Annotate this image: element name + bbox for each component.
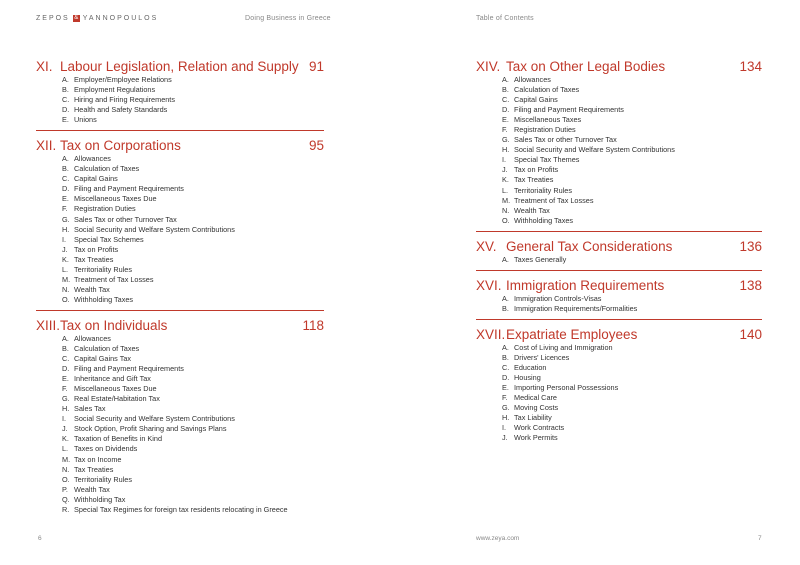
toc-subsection-letter: D. xyxy=(62,105,70,115)
toc-subsection-text: Employer/Employee Relations xyxy=(74,75,172,84)
toc-subsection-item[interactable] xyxy=(62,444,324,454)
toc-subsection-letter: K. xyxy=(62,434,69,444)
toc-section-number: XIII. xyxy=(36,317,61,333)
toc-subsection-letter: R. xyxy=(62,504,70,514)
toc-subsection-letter: F. xyxy=(502,393,508,403)
brand-left-name: ZEPOS xyxy=(36,15,70,22)
toc-subsection-text: Tax Treaties xyxy=(74,464,114,474)
toc-subsection-item[interactable] xyxy=(502,353,762,363)
toc-subsection-item[interactable] xyxy=(62,505,324,515)
toc-subsection-item[interactable] xyxy=(62,394,324,404)
toc-subsection-text: Sales Tax or other Turnover Tax xyxy=(74,214,177,224)
toc-subsection-text: Territoriality Rules xyxy=(514,185,572,195)
toc-subsection-item[interactable] xyxy=(62,364,324,374)
toc-subsection-list xyxy=(36,75,324,125)
toc-subsection-item[interactable] xyxy=(502,115,762,125)
toc-subsection-letter: J. xyxy=(502,165,508,175)
toc-subsection-list xyxy=(476,343,762,443)
toc-subsection-item[interactable] xyxy=(62,495,324,505)
toc-subsection-item[interactable] xyxy=(502,95,762,105)
toc-subsection-letter: E. xyxy=(62,115,69,125)
toc-subsection-text: Treatment of Tax Losses xyxy=(514,195,594,205)
toc-subsection-letter: D. xyxy=(62,364,70,374)
toc-subsection-item[interactable] xyxy=(502,413,762,423)
section-divider xyxy=(36,310,324,311)
toc-subsection-letter: P. xyxy=(62,484,68,494)
toc-subsection-item[interactable] xyxy=(62,354,324,364)
brand-right-name: YANNOPOULOS xyxy=(82,15,159,22)
toc-subsection-item[interactable] xyxy=(502,186,762,196)
toc-subsection-item[interactable] xyxy=(502,206,762,216)
toc-subsection-letter: H. xyxy=(62,404,70,414)
toc-subsection-item[interactable] xyxy=(502,294,762,304)
toc-section-number: XV. xyxy=(476,238,497,254)
toc-section-page-number: 118 xyxy=(302,317,324,333)
toc-subsection-letter: B. xyxy=(502,85,509,95)
toc-section-number: XVII. xyxy=(476,326,506,342)
toc-subsection-letter: C. xyxy=(62,354,70,364)
toc-subsection-letter: D. xyxy=(502,105,510,115)
toc-subsection-text: Real Estate/Habitation Tax xyxy=(74,394,160,404)
toc-subsection-item[interactable] xyxy=(62,455,324,465)
toc-subsection-text: Allowances xyxy=(514,75,551,84)
toc-subsection-item[interactable] xyxy=(502,433,762,443)
toc-section-title: Tax on Other Legal Bodies xyxy=(506,59,666,74)
toc-subsection-item[interactable] xyxy=(62,434,324,444)
toc-subsection-item[interactable] xyxy=(502,423,762,433)
toc-subsection-text: Immigration Requirements/Formalities xyxy=(514,303,638,313)
toc-subsection-text: Immigration Controls-Visas xyxy=(514,293,602,303)
toc-subsection-letter: C. xyxy=(502,95,510,105)
toc-subsection-item[interactable] xyxy=(62,164,324,174)
toc-subsection-text: Wealth Tax xyxy=(74,284,110,294)
toc-subsection-item[interactable] xyxy=(62,174,324,184)
toc-subsection-letter: A. xyxy=(502,342,509,352)
toc-subsection-item[interactable] xyxy=(62,475,324,485)
brand-mark: & xyxy=(74,15,79,21)
toc-subsection-letter: N. xyxy=(62,464,70,474)
toc-subsection-letter: D. xyxy=(62,184,70,194)
toc-subsection-item[interactable] xyxy=(62,374,324,384)
toc-subsection-letter: H. xyxy=(502,413,510,423)
toc-subsection-text: Medical Care xyxy=(514,393,557,403)
toc-subsection-item[interactable] xyxy=(62,424,324,434)
toc-subsection-list xyxy=(36,154,324,305)
toc-subsection-item[interactable] xyxy=(62,215,324,225)
toc-subsection-letter: I. xyxy=(62,414,67,424)
toc-subsection-item[interactable] xyxy=(62,334,324,344)
toc-subsection-letter: B. xyxy=(502,352,509,362)
toc-subsection-text: Registration Duties xyxy=(74,204,136,214)
toc-subsection-letter: F. xyxy=(62,384,68,394)
toc-subsection-text: Calculation of Taxes xyxy=(74,343,140,353)
toc-subsection-text: Tax Treaties xyxy=(74,254,114,264)
toc-subsection-text: Wealth Tax xyxy=(74,484,110,494)
toc-subsection-letter: N. xyxy=(62,284,70,294)
toc-subsection-list xyxy=(476,255,762,265)
toc-section-heading[interactable] xyxy=(476,326,762,343)
toc-subsection-item[interactable] xyxy=(62,245,324,255)
toc-subsection-letter: G. xyxy=(502,135,510,145)
toc-subsection-letter: B. xyxy=(502,303,509,313)
toc-subsection-item[interactable] xyxy=(62,384,324,394)
toc-subsection-item[interactable] xyxy=(502,165,762,175)
footer-url[interactable]: www.zeya.com xyxy=(476,535,520,542)
toc-subsection-text: Sales Tax or other Turnover Tax xyxy=(514,135,617,145)
toc-subsection-text: Social Security and Welfare System Contributions xyxy=(514,145,675,155)
toc-subsection-letter: L. xyxy=(502,185,509,195)
toc-subsection-letter: I. xyxy=(502,423,507,433)
toc-subsection-text: Capital Gains xyxy=(514,95,558,105)
toc-subsection-text: Filing and Payment Requirements xyxy=(74,364,184,374)
toc-subsection-letter: G. xyxy=(62,394,70,404)
toc-section-number: XI. xyxy=(36,59,53,74)
toc-subsection-text: Special Tax Regimes for foreign tax residents relocating in Greece xyxy=(74,504,288,514)
toc-subsection-item[interactable] xyxy=(502,85,762,95)
toc-section xyxy=(476,277,762,320)
toc-subsection-text: Withholding Taxes xyxy=(74,294,134,304)
toc-section-heading[interactable] xyxy=(36,317,324,334)
toc-section-page-number: 95 xyxy=(308,138,324,154)
toc-subsection-text: Education xyxy=(514,362,547,372)
toc-subsection-text: Importing Personal Possessions xyxy=(514,383,619,393)
toc-subsection-text: Tax Liability xyxy=(514,413,552,423)
toc-subsection-item[interactable] xyxy=(502,403,762,413)
toc-subsection-letter: A. xyxy=(502,75,509,84)
section-divider xyxy=(476,231,762,232)
toc-subsection-letter: C. xyxy=(62,95,70,105)
toc-section xyxy=(476,326,762,443)
toc-subsection-item[interactable] xyxy=(502,304,762,314)
toc-subsection-text: Tax on Profits xyxy=(514,165,559,175)
toc-section-page-number: 138 xyxy=(739,277,762,293)
toc-section-page-number: 136 xyxy=(739,238,762,254)
toc-subsection-text: Taxes Generally xyxy=(514,254,567,264)
toc-subsection-letter: D. xyxy=(502,372,510,382)
toc-subsection-text: Registration Duties xyxy=(514,125,576,135)
toc-subsection-text: Calculation of Taxes xyxy=(74,164,140,174)
toc-subsection-text: Hiring and Firing Requirements xyxy=(74,95,175,105)
toc-section-title: Tax on Individuals xyxy=(60,317,168,333)
toc-subsection-letter: E. xyxy=(62,194,69,204)
toc-subsection-text: Withholding Taxes xyxy=(514,215,574,225)
toc-section-title: Expatriate Employees xyxy=(506,326,638,342)
toc-section-title: General Tax Considerations xyxy=(506,238,673,254)
toc-subsection-text: Cost of Living and Immigration xyxy=(514,342,613,352)
toc-subsection-item[interactable] xyxy=(62,255,324,265)
toc-section-heading[interactable] xyxy=(476,58,762,75)
toc-section xyxy=(36,58,324,131)
toc-subsection-item[interactable] xyxy=(62,204,324,214)
toc-section-heading[interactable] xyxy=(476,238,762,255)
toc-subsection-text: Health and Safety Standards xyxy=(74,105,168,115)
toc-left-column xyxy=(36,58,324,521)
toc-subsection-item[interactable] xyxy=(62,95,324,105)
toc-subsection-letter: H. xyxy=(502,145,510,155)
toc-subsection-letter: K. xyxy=(62,254,69,264)
toc-subsection-letter: C. xyxy=(62,174,70,184)
toc-subsection-text: Moving Costs xyxy=(514,403,559,413)
toc-subsection-text: Capital Gains xyxy=(74,174,118,184)
toc-subsection-item[interactable] xyxy=(62,235,324,245)
toc-subsection-item[interactable] xyxy=(62,404,324,414)
toc-subsection-text: Withholding Tax xyxy=(74,494,126,504)
toc-subsection-text: Miscellaneous Taxes Due xyxy=(74,384,157,394)
toc-section-number: XII. xyxy=(36,138,57,154)
toc-subsection-letter: O. xyxy=(62,294,70,304)
toc-subsection-item[interactable] xyxy=(62,184,324,194)
header-right-title: Table of Contents xyxy=(476,15,534,22)
toc-subsection-text: Work Contracts xyxy=(514,423,565,433)
toc-subsection-letter: B. xyxy=(62,164,69,174)
toc-subsection-letter: O. xyxy=(502,215,510,225)
toc-subsection-item[interactable] xyxy=(62,225,324,235)
toc-subsection-text: Wealth Tax xyxy=(514,205,550,215)
toc-section xyxy=(36,317,324,515)
toc-section-number: XIV. xyxy=(476,59,501,74)
toc-subsection-text: Filing and Payment Requirements xyxy=(514,105,624,115)
toc-subsection-text: Filing and Payment Requirements xyxy=(74,184,184,194)
toc-right-column xyxy=(476,58,762,449)
toc-subsection-letter: E. xyxy=(502,115,509,125)
toc-subsection-text: Taxation of Benefits in Kind xyxy=(74,434,163,444)
toc-subsection-item[interactable] xyxy=(62,194,324,204)
toc-subsection-item[interactable] xyxy=(502,145,762,155)
toc-section-heading[interactable] xyxy=(476,277,762,294)
toc-subsection-letter: I. xyxy=(62,234,67,244)
toc-subsection-item[interactable] xyxy=(502,363,762,373)
toc-section-page-number: 91 xyxy=(308,59,324,74)
toc-subsection-item[interactable] xyxy=(62,275,324,285)
toc-subsection-letter: O. xyxy=(62,474,70,484)
toc-subsection-letter: A. xyxy=(62,75,69,84)
toc-section xyxy=(476,58,762,232)
toc-subsection-text: Work Permits xyxy=(514,433,558,443)
toc-subsection-text: Tax on Income xyxy=(74,454,122,464)
toc-subsection-letter: B. xyxy=(62,85,69,95)
toc-subsection-letter: Q. xyxy=(62,494,70,504)
toc-subsection-letter: A. xyxy=(502,293,509,303)
toc-subsection-item[interactable] xyxy=(502,383,762,393)
toc-subsection-letter: E. xyxy=(502,383,509,393)
toc-section-title: Tax on Corporations xyxy=(60,138,181,154)
toc-subsection-list xyxy=(36,334,324,515)
toc-subsection-item[interactable] xyxy=(502,216,762,226)
toc-subsection-text: Special Tax Themes xyxy=(514,155,580,165)
toc-section xyxy=(36,137,324,311)
footer-right-page-number: 7 xyxy=(758,535,762,542)
toc-subsection-item[interactable] xyxy=(502,373,762,383)
toc-subsection-item[interactable] xyxy=(502,196,762,206)
toc-subsection-text: Tax on Profits xyxy=(74,244,119,254)
toc-subsection-text: Special Tax Schemes xyxy=(74,234,144,244)
toc-subsection-text: Housing xyxy=(514,372,541,382)
toc-subsection-item[interactable] xyxy=(62,154,324,164)
toc-subsection-text: Miscellaneous Taxes xyxy=(514,115,582,125)
toc-section-number: XVI. xyxy=(476,277,502,293)
toc-subsection-letter: A. xyxy=(62,333,69,343)
toc-subsection-letter: A. xyxy=(62,154,69,164)
toc-section-page-number: 140 xyxy=(739,326,762,342)
toc-subsection-text: Unions xyxy=(74,115,97,125)
toc-subsection-item[interactable] xyxy=(62,85,324,95)
toc-subsection-item[interactable] xyxy=(62,344,324,354)
toc-subsection-letter: A. xyxy=(502,254,509,264)
toc-subsection-item[interactable] xyxy=(62,285,324,295)
toc-subsection-text: Tax Treaties xyxy=(514,175,554,185)
header-left-title: Doing Business in Greece xyxy=(245,15,331,22)
toc-subsection-letter: M. xyxy=(62,274,71,284)
toc-subsection-text: Miscellaneous Taxes Due xyxy=(74,194,157,204)
toc-subsection-item[interactable] xyxy=(502,135,762,145)
toc-subsection-letter: L. xyxy=(62,264,69,274)
toc-subsection-text: Calculation of Taxes xyxy=(514,85,580,95)
toc-subsection-letter: F. xyxy=(502,125,508,135)
toc-section-heading[interactable] xyxy=(36,58,324,75)
toc-subsection-text: Social Security and Welfare System Contributions xyxy=(74,224,235,234)
toc-subsection-item[interactable] xyxy=(502,105,762,115)
toc-subsection-item[interactable] xyxy=(502,125,762,135)
toc-subsection-letter: G. xyxy=(502,403,510,413)
toc-subsection-item[interactable] xyxy=(502,155,762,165)
toc-subsection-item[interactable] xyxy=(62,295,324,305)
toc-section-title: Immigration Requirements xyxy=(506,277,665,293)
toc-subsection-list xyxy=(476,75,762,226)
toc-subsection-item[interactable] xyxy=(502,343,762,353)
toc-subsection-text: Allowances xyxy=(74,154,111,164)
toc-subsection-text: Capital Gains Tax xyxy=(74,354,132,364)
toc-subsection-letter: G. xyxy=(62,214,70,224)
toc-subsection-text: Employment Regulations xyxy=(74,85,156,95)
toc-section-heading[interactable] xyxy=(36,137,324,154)
toc-subsection-letter: L. xyxy=(62,444,69,454)
toc-subsection-item[interactable] xyxy=(502,393,762,403)
toc-subsection-letter: J. xyxy=(62,424,68,434)
toc-subsection-letter: I. xyxy=(502,155,507,165)
section-divider xyxy=(476,270,762,271)
toc-subsection-item[interactable] xyxy=(502,175,762,185)
toc-subsection-text: Territoriality Rules xyxy=(74,264,132,274)
toc-section-title: Labour Legislation, Relation and Supply xyxy=(60,59,299,74)
toc-subsection-text: Drivers' Licences xyxy=(514,352,570,362)
toc-subsection-text: Sales Tax xyxy=(74,404,106,414)
toc-subsection-text: Social Security and Welfare System Contributions xyxy=(74,414,235,424)
toc-subsection-text: Taxes on Dividends xyxy=(74,444,138,454)
toc-section xyxy=(476,238,762,271)
toc-subsection-text: Stock Option, Profit Sharing and Savings Plans xyxy=(74,424,227,434)
toc-subsection-item[interactable] xyxy=(62,105,324,115)
toc-subsection-text: Inheritance and Gift Tax xyxy=(74,374,151,384)
toc-subsection-item[interactable] xyxy=(62,465,324,475)
toc-subsection-letter: J. xyxy=(502,433,508,443)
toc-subsection-item[interactable] xyxy=(62,485,324,495)
toc-subsection-list xyxy=(476,294,762,314)
toc-subsection-letter: M. xyxy=(62,454,71,464)
toc-subsection-item[interactable] xyxy=(502,75,762,85)
brand-logo xyxy=(36,15,158,22)
toc-subsection-letter: K. xyxy=(502,175,509,185)
toc-subsection-letter: C. xyxy=(502,362,510,372)
toc-subsection-item[interactable] xyxy=(62,115,324,125)
toc-subsection-letter: F. xyxy=(62,204,68,214)
toc-subsection-text: Treatment of Tax Losses xyxy=(74,274,154,284)
section-divider xyxy=(36,130,324,131)
toc-subsection-letter: M. xyxy=(502,195,511,205)
section-divider xyxy=(476,319,762,320)
toc-subsection-letter: N. xyxy=(502,205,510,215)
right-page xyxy=(400,0,800,565)
toc-subsection-letter: J. xyxy=(62,244,68,254)
toc-subsection-item[interactable] xyxy=(62,265,324,275)
toc-subsection-letter: H. xyxy=(62,224,70,234)
footer-left-page-number: 6 xyxy=(38,535,42,542)
toc-subsection-letter: E. xyxy=(62,374,69,384)
toc-subsection-item[interactable] xyxy=(62,414,324,424)
toc-section-page-number: 134 xyxy=(739,59,762,74)
toc-subsection-letter: B. xyxy=(62,343,69,353)
toc-subsection-text: Territoriality Rules xyxy=(74,474,132,484)
toc-subsection-item[interactable] xyxy=(502,255,762,265)
toc-subsection-item[interactable] xyxy=(62,75,324,85)
toc-subsection-text: Allowances xyxy=(74,333,111,343)
